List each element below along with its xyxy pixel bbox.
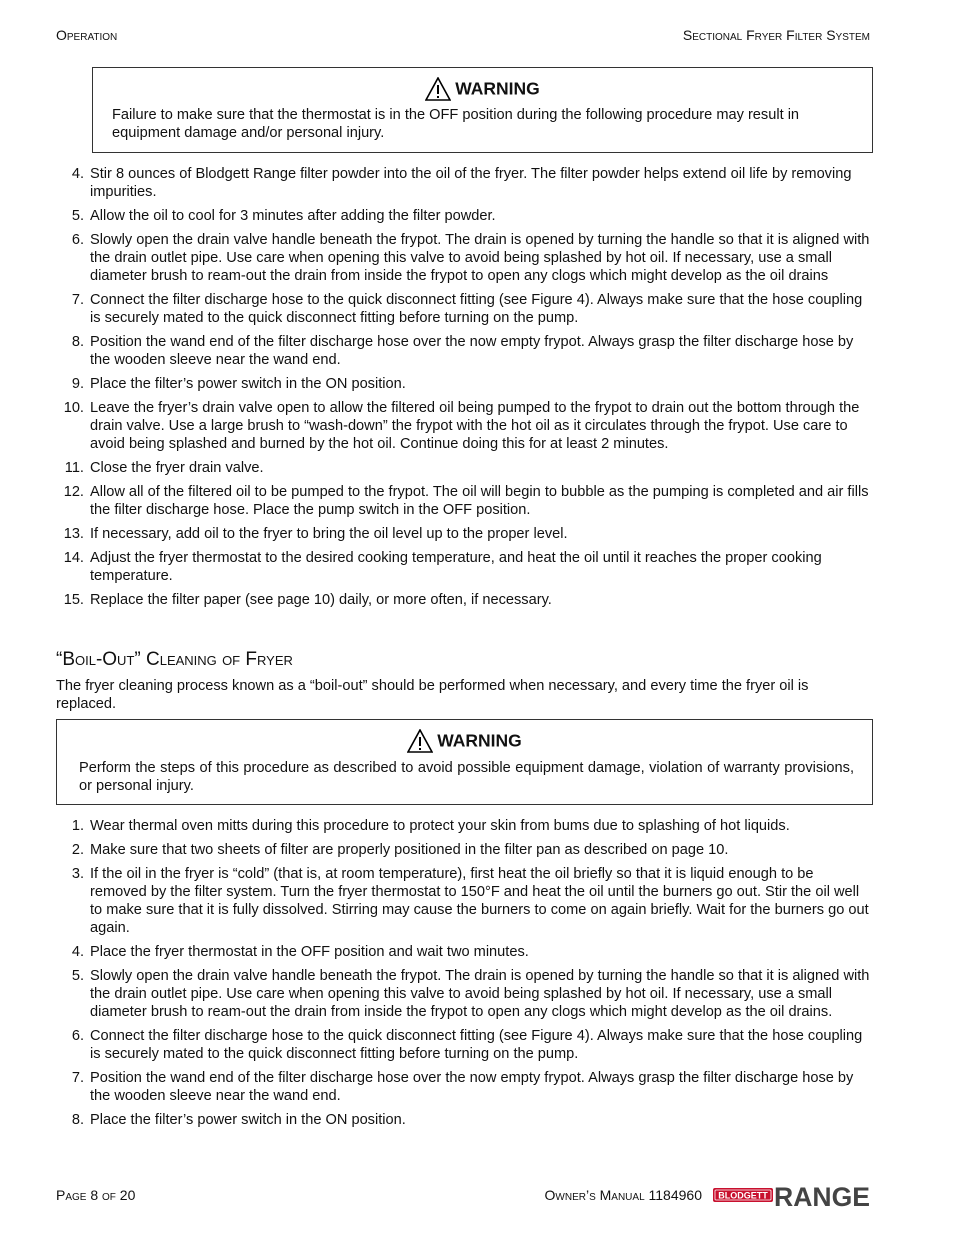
step-text: Slowly open the drain valve handle beneath the frypot. The drain is opened by turning the handle so that it is aligned with the drain outlet pipe. Use care when opening this valve to avoid being splashed by hot oil. If necessary, use a small diameter brush to ream-out the drain from inside the frypot to open any clogs which might develop as the oil drains <box>90 232 870 284</box>
list-item <box>56 399 872 453</box>
logo-small-text: BLODGETT <box>718 1190 768 1201</box>
step-text: If necessary, add oil to the fryer to bring the oil level up to the proper level. <box>90 526 568 542</box>
list-item <box>56 1027 872 1063</box>
step-text: Wear thermal oven mitts during this procedure to protect your skin from bums due to splashing of hot liquids. <box>90 818 790 834</box>
warning-heading <box>57 729 872 753</box>
footer-manual-number: Owner’s Manual 1184960 <box>544 1187 702 1203</box>
list-item <box>56 967 872 1021</box>
footer-page-number: Page 8 of 20 <box>56 1187 136 1203</box>
warning-triangle-icon <box>407 729 433 753</box>
list-item <box>56 483 872 519</box>
warning-heading <box>93 77 872 101</box>
list-item <box>56 165 872 201</box>
step-number: 4. <box>71 166 84 182</box>
step-text: Position the wand end of the filter discharge hose over the now empty frypot. Always grasp the filter discharge hose by the wooden sleeve near the wand end. <box>90 334 854 368</box>
step-text: Allow the oil to cool for 3 minutes after adding the filter powder. <box>90 208 496 224</box>
procedure-steps-list <box>56 165 872 615</box>
step-text: Place the fryer thermostat in the OFF position and wait two minutes. <box>90 944 529 960</box>
warning-text: Perform the steps of this procedure as described to avoid possible equipment damage, violation of warranty provisions, or personal injury. <box>79 760 854 794</box>
step-number: 7. <box>71 292 84 308</box>
list-item <box>56 375 872 393</box>
list-item <box>56 943 872 961</box>
step-number: 9. <box>71 376 84 392</box>
step-number: 4. <box>71 944 84 960</box>
step-text: Stir 8 ounces of Blodgett Range filter powder into the oil of the fryer. The filter powder helps extend oil life by removing impurities. <box>90 166 852 200</box>
list-item <box>56 333 872 369</box>
list-item <box>56 1111 872 1129</box>
step-number: 14. <box>63 550 84 566</box>
header-document-title: Sectional Fryer Filter System <box>682 27 870 43</box>
list-item <box>56 291 872 327</box>
list-item <box>56 1069 872 1105</box>
step-number: 10. <box>63 400 84 416</box>
list-item <box>56 207 872 225</box>
step-number: 3. <box>71 866 84 882</box>
step-number: 5. <box>71 968 84 984</box>
step-number: 5. <box>71 208 84 224</box>
step-number: 8. <box>71 1112 84 1128</box>
step-number: 15. <box>63 592 84 608</box>
warning-box <box>92 67 873 153</box>
step-text: Leave the fryer’s drain valve open to allow the filtered oil being pumped to the frypot to drain out the bottom through the drain valve. Use a large brush to “wash-down” the frypot with the hot oil as it circulates through the frypot. Use care to avoid being splashed and burned by the hot oil. Continue doing this for at least 2 minutes. <box>90 400 860 452</box>
step-text: Connect the filter discharge hose to the quick disconnect fitting (see Figure 4). Always make sure that the hose coupling is securely mated to the quick disconnect fitting before turning on the pump. <box>90 292 863 326</box>
boil-out-steps-list <box>56 817 872 1135</box>
step-text: If the oil in the fryer is “cold” (that is, at room temperature), first heat the oil briefly so that it is liquid enough to be removed by the filter system. Turn the fryer thermostat to 150°F and heat the oil until the burners go out. Stir the oil well to make sure that it is fully dissolved. Stirring may cause the burners to come on again briefly. Wait for the burners go out again. <box>90 866 869 936</box>
step-text: Replace the filter paper (see page 10) daily, or more often, if necessary. <box>90 592 552 608</box>
list-item <box>56 817 872 835</box>
step-text: Close the fryer drain valve. <box>90 460 264 476</box>
step-number: 12. <box>63 484 84 500</box>
step-text: Adjust the fryer thermostat to the desired cooking temperature, and heat the oil until it reaches the proper cooking temperature. <box>90 550 822 584</box>
step-text: Position the wand end of the filter discharge hose over the now empty frypot. Always grasp the filter discharge hose by the wooden sleeve near the wand end. <box>90 1070 854 1104</box>
list-item <box>56 591 872 609</box>
warning-box <box>56 719 873 805</box>
step-number: 7. <box>71 1070 84 1086</box>
step-number: 13. <box>63 526 84 542</box>
list-item <box>56 549 872 585</box>
section-intro: The fryer cleaning process known as a “boil-out” should be performed when necessary, and every time the fryer oil is replaced. <box>56 678 809 712</box>
step-number: 1. <box>71 818 84 834</box>
section-title: “Boil-Out” Cleaning of Fryer <box>56 649 293 670</box>
warning-triangle-icon <box>425 77 451 101</box>
step-number: 2. <box>71 842 84 858</box>
step-number: 8. <box>71 334 84 350</box>
list-item <box>56 865 872 937</box>
step-text: Place the filter’s power switch in the ON position. <box>90 1112 406 1128</box>
warning-title: WARNING <box>437 730 522 751</box>
step-text: Allow all of the filtered oil to be pumped to the frypot. The oil will begin to bubble as the pumping is completed and air fills the filter discharge hose. Place the pump switch in the OFF position. <box>90 484 869 518</box>
step-text: Place the filter’s power switch in the ON position. <box>90 376 406 392</box>
step-number: 6. <box>71 1028 84 1044</box>
list-item <box>56 841 872 859</box>
step-number: 11. <box>64 460 84 476</box>
step-text: Slowly open the drain valve handle beneath the frypot. The drain is opened by turning the handle so that it is aligned with the drain outlet pipe. Use care when opening this valve to avoid being splashed by hot oil. If necessary, use a small diameter brush to ream-out the drain from inside the frypot to open any clogs which might develop as the oil drains. <box>90 968 870 1020</box>
step-text: Make sure that two sheets of filter are properly positioned in the filter pan as described on page 10. <box>90 842 729 858</box>
step-text: Connect the filter discharge hose to the quick disconnect fitting (see Figure 4). Always make sure that the hose coupling is securely mated to the quick disconnect fitting before turning on the pump. <box>90 1028 863 1062</box>
list-item <box>56 459 872 477</box>
list-item <box>56 231 872 285</box>
list-item <box>56 525 872 543</box>
warning-text: Failure to make sure that the thermostat is in the OFF position during the following procedure may result in equipment damage and/or personal injury. <box>112 107 800 141</box>
logo-range-text: RANGE <box>774 1182 870 1210</box>
warning-title: WARNING <box>455 78 540 99</box>
step-number: 6. <box>71 232 84 248</box>
header-section-label: Operation <box>56 27 118 43</box>
blodgett-range-logo <box>712 1180 872 1210</box>
